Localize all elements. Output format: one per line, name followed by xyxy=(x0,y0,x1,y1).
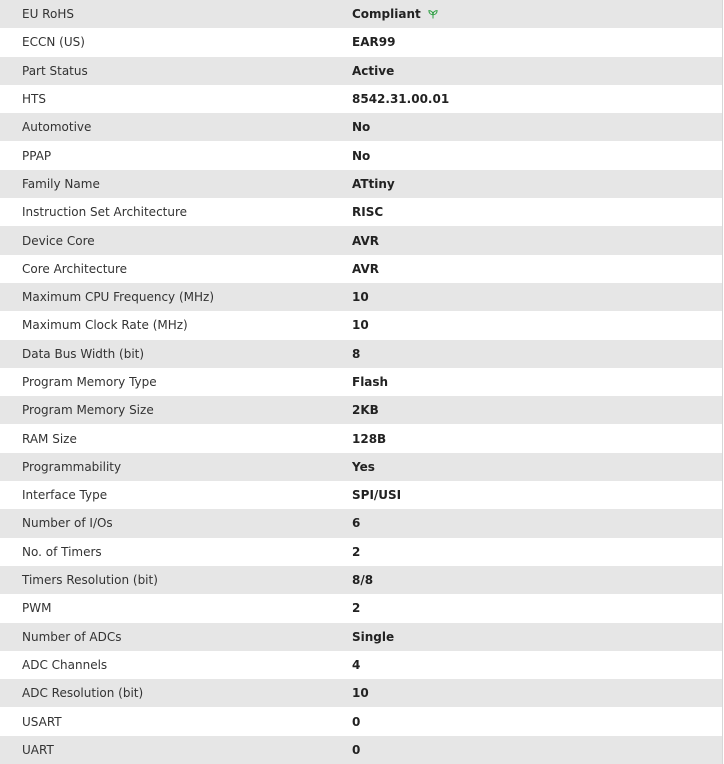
spec-label: Core Architecture xyxy=(22,261,128,276)
spec-label: Number of I/Os xyxy=(22,516,113,531)
spec-row-programmability xyxy=(0,453,722,481)
spec-row-no-of-timers xyxy=(0,538,722,566)
spec-row-max-clock-rate xyxy=(0,311,722,339)
spec-label: No. of Timers xyxy=(22,544,102,559)
spec-value: 2 xyxy=(352,601,361,616)
spec-label: Family Name xyxy=(22,176,100,191)
spec-row-family-name xyxy=(0,170,722,198)
spec-value: Active xyxy=(352,63,395,78)
spec-label: Automotive xyxy=(22,120,92,135)
spec-row-interface-type xyxy=(0,481,722,509)
spec-row-number-of-adcs xyxy=(0,623,722,651)
spec-label: Device Core xyxy=(22,233,95,248)
spec-value: 0 xyxy=(352,742,361,757)
spec-value: Single xyxy=(352,629,395,644)
spec-row-data-bus-width xyxy=(0,340,722,368)
leaf-icon xyxy=(427,8,439,20)
spec-row-device-core xyxy=(0,226,722,254)
spec-value: 6 xyxy=(352,516,361,531)
spec-label: Data Bus Width (bit) xyxy=(22,346,145,361)
spec-value xyxy=(352,7,722,21)
spec-value: Yes xyxy=(352,459,375,474)
spec-row-ram-size xyxy=(0,424,722,452)
spec-label: ADC Channels xyxy=(22,657,108,672)
spec-label: EU RoHS xyxy=(22,7,74,22)
spec-label: Number of ADCs xyxy=(22,629,122,644)
spec-label: PWM xyxy=(22,601,52,616)
spec-value: SPI/USI xyxy=(352,488,402,503)
spec-value: 0 xyxy=(352,714,361,729)
spec-row-core-architecture xyxy=(0,255,722,283)
spec-label: Instruction Set Architecture xyxy=(22,205,188,220)
spec-row-adc-channels xyxy=(0,651,722,679)
spec-value: 8 xyxy=(352,346,361,361)
spec-row-isa xyxy=(0,198,722,226)
spec-row-timers-resolution xyxy=(0,566,722,594)
spec-value: 2KB xyxy=(352,403,379,418)
spec-row-automotive xyxy=(0,113,722,141)
spec-label: USART xyxy=(22,714,62,729)
spec-row-program-memory-type xyxy=(0,368,722,396)
spec-label: ADC Resolution (bit) xyxy=(22,686,144,701)
spec-label: Program Memory Type xyxy=(22,375,157,389)
spec-value: Flash xyxy=(352,375,389,389)
spec-value: 10 xyxy=(352,290,369,305)
spec-row-ppap xyxy=(0,141,722,169)
spec-label: ECCN (US) xyxy=(22,35,85,50)
spec-label: Maximum Clock Rate (MHz) xyxy=(22,318,188,333)
spec-label: Program Memory Size xyxy=(22,403,154,418)
spec-label: Programmability xyxy=(22,459,122,474)
spec-row-eccn xyxy=(0,28,722,56)
spec-label: HTS xyxy=(22,92,46,107)
spec-row-program-memory-size xyxy=(0,396,722,424)
spec-value: No xyxy=(352,120,371,135)
spec-row-part-status xyxy=(0,57,722,85)
spec-label: Maximum CPU Frequency (MHz) xyxy=(22,290,214,305)
spec-value: No xyxy=(352,148,371,163)
spec-value: 128B xyxy=(352,431,387,446)
spec-row-pwm xyxy=(0,594,722,622)
spec-row-usart xyxy=(0,707,722,735)
spec-value: 8542.31.00.01 xyxy=(352,92,450,107)
spec-label: PPAP xyxy=(22,148,52,163)
spec-value-text: Compliant xyxy=(352,7,421,22)
spec-label: Timers Resolution (bit) xyxy=(22,573,158,588)
spec-value: 10 xyxy=(352,318,369,333)
spec-row-hts xyxy=(0,85,722,113)
spec-value: AVR xyxy=(352,233,379,248)
spec-row-adc-resolution xyxy=(0,679,722,707)
spec-value: 4 xyxy=(352,657,361,672)
spec-label: RAM Size xyxy=(22,431,77,446)
spec-row-eu-rohs xyxy=(0,0,722,28)
spec-label: UART xyxy=(22,742,54,757)
spec-value: EAR99 xyxy=(352,35,396,50)
spec-value: AVR xyxy=(352,261,379,276)
spec-value: 2 xyxy=(352,544,361,559)
spec-value: RISC xyxy=(352,205,384,220)
spec-label: Part Status xyxy=(22,63,88,78)
spec-row-number-of-ios xyxy=(0,509,722,537)
spec-value: 10 xyxy=(352,686,369,701)
spec-value: ATtiny xyxy=(352,176,395,191)
spec-value: 8/8 xyxy=(352,573,374,588)
spec-row-max-cpu-frequency xyxy=(0,283,722,311)
spec-label: Interface Type xyxy=(22,488,108,503)
spec-row-uart xyxy=(0,736,722,764)
